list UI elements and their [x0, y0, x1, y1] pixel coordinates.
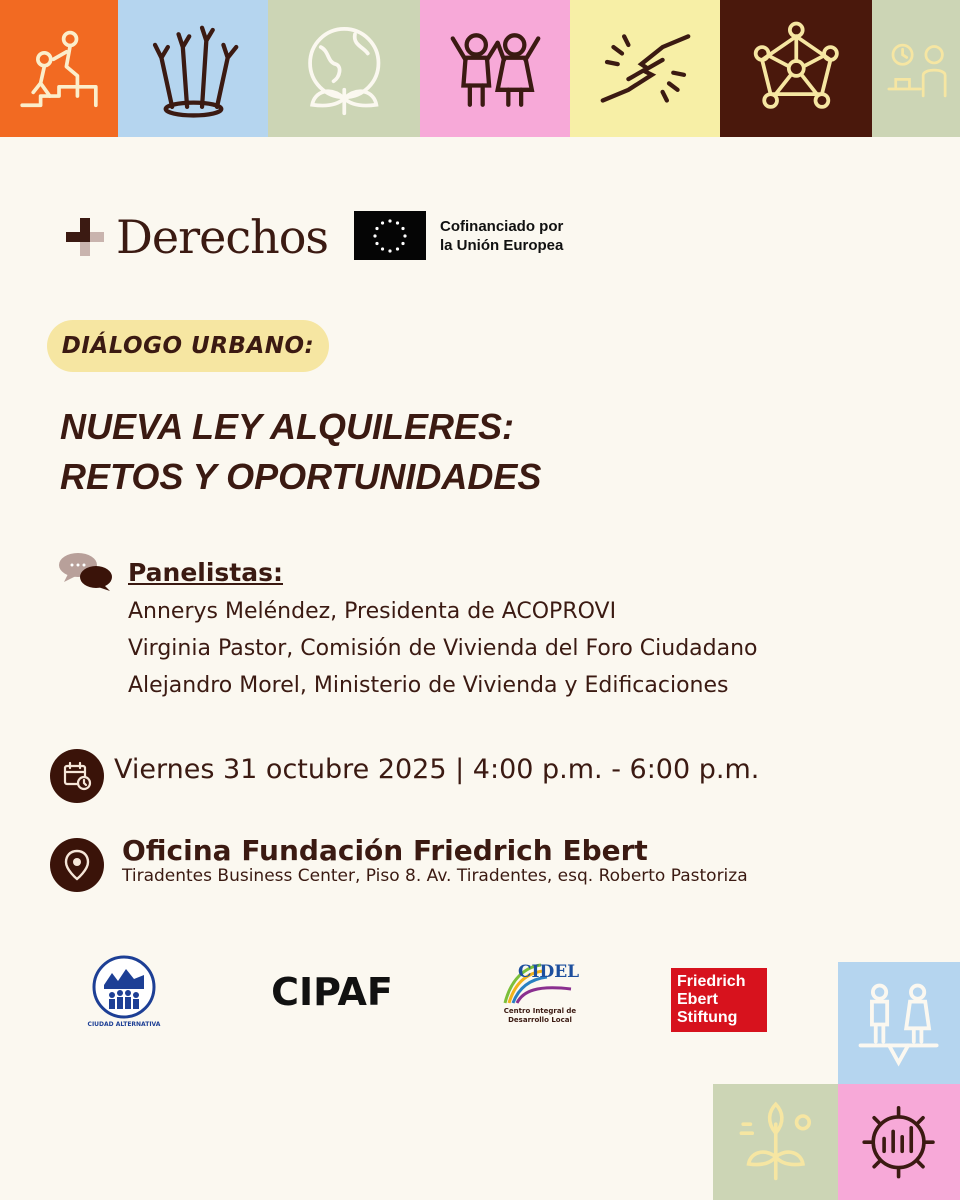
cipaf-wordmark: CIPAF: [271, 970, 393, 1014]
speech-bubbles-icon: [58, 552, 114, 592]
plant-growth-icon: [727, 1097, 825, 1187]
event-title: [60, 402, 541, 502]
fes-logo: [671, 968, 767, 1032]
cidel-logo: [500, 952, 580, 1032]
panelists-section: [128, 558, 758, 704]
earth-leaves-icon: [285, 15, 404, 122]
network-people-icon: [737, 15, 856, 122]
ciudad-alternativa-label: CIUDAD ALTERNATIVA: [87, 1020, 161, 1028]
event-type-label: DIÁLOGO URBANO:: [61, 333, 315, 359]
bottom-tile-2: [713, 1084, 838, 1200]
bottom-tile-1: [838, 962, 960, 1084]
cipaf-logo: [264, 970, 400, 1014]
event-title-line-1: NUEVA LEY ALQUILERES:: [60, 406, 515, 447]
cidel-wordmark: CIDEL: [518, 962, 580, 982]
banner-tile-4: [420, 0, 570, 137]
location-pin-icon: [50, 838, 104, 892]
location-address: Tiradentes Business Center, Piso 8. Av. Tiradentes, esq. Roberto Pastoriza: [122, 866, 748, 886]
panelist-item: Alejandro Morel, Ministerio de Vivienda y Edificaciones: [128, 673, 729, 698]
fes-line-3: Stiftung: [677, 1009, 738, 1026]
eu-cofunding-text: [440, 217, 563, 255]
remote-work-icon: [882, 15, 951, 122]
banner-tile-1: [0, 0, 118, 137]
banner-tile-3: [268, 0, 420, 137]
handshake-icon: [587, 15, 704, 122]
banner-tile-6: [720, 0, 872, 137]
event-title-line-2: RETOS Y OPORTUNIDADES: [60, 456, 542, 497]
calendar-icon: [50, 749, 104, 803]
eu-line-2: la Unión Europea: [440, 236, 564, 254]
raised-hands-icon: [135, 15, 252, 122]
panelists-heading: Panelistas:: [128, 558, 283, 587]
event-datetime: Viernes 31 octubre 2025 | 4:00 p.m. - 6:00 p.m.: [114, 754, 760, 785]
banner-tile-5: [570, 0, 720, 137]
plus-cross-icon: [66, 218, 104, 256]
bottom-tile-3: [838, 1084, 960, 1200]
equality-scale-icon: [851, 975, 946, 1070]
panelist-item: Virginia Pastor, Comisión de Vivienda del Foro Ciudadano: [128, 636, 758, 661]
derechos-logo: [66, 210, 328, 264]
helping-climb-icon: [13, 15, 105, 122]
eu-line-1: Cofinanciado por: [440, 217, 564, 235]
fes-line-1: Friedrich: [677, 973, 746, 990]
fes-line-2: Ebert: [677, 991, 718, 1008]
derechos-wordmark: Derechos: [116, 210, 329, 264]
eu-flag-icon: [354, 211, 426, 260]
banner-tile-2: [118, 0, 268, 137]
panelist-item: Annerys Meléndez, Presidenta de ACOPROVI: [128, 599, 617, 624]
ciudad-alternativa-logo: [84, 950, 164, 1032]
banner-tile-7: [872, 0, 960, 137]
cidel-subtitle: Centro Integral de Desarrollo Local: [503, 1007, 577, 1024]
event-type-pill: [47, 320, 329, 372]
eu-cofunding-logo: [354, 211, 563, 260]
children-icon: [437, 15, 554, 122]
location-name: Oficina Fundación Friedrich Ebert: [122, 834, 648, 867]
globe-gear-icon: [851, 1097, 946, 1187]
